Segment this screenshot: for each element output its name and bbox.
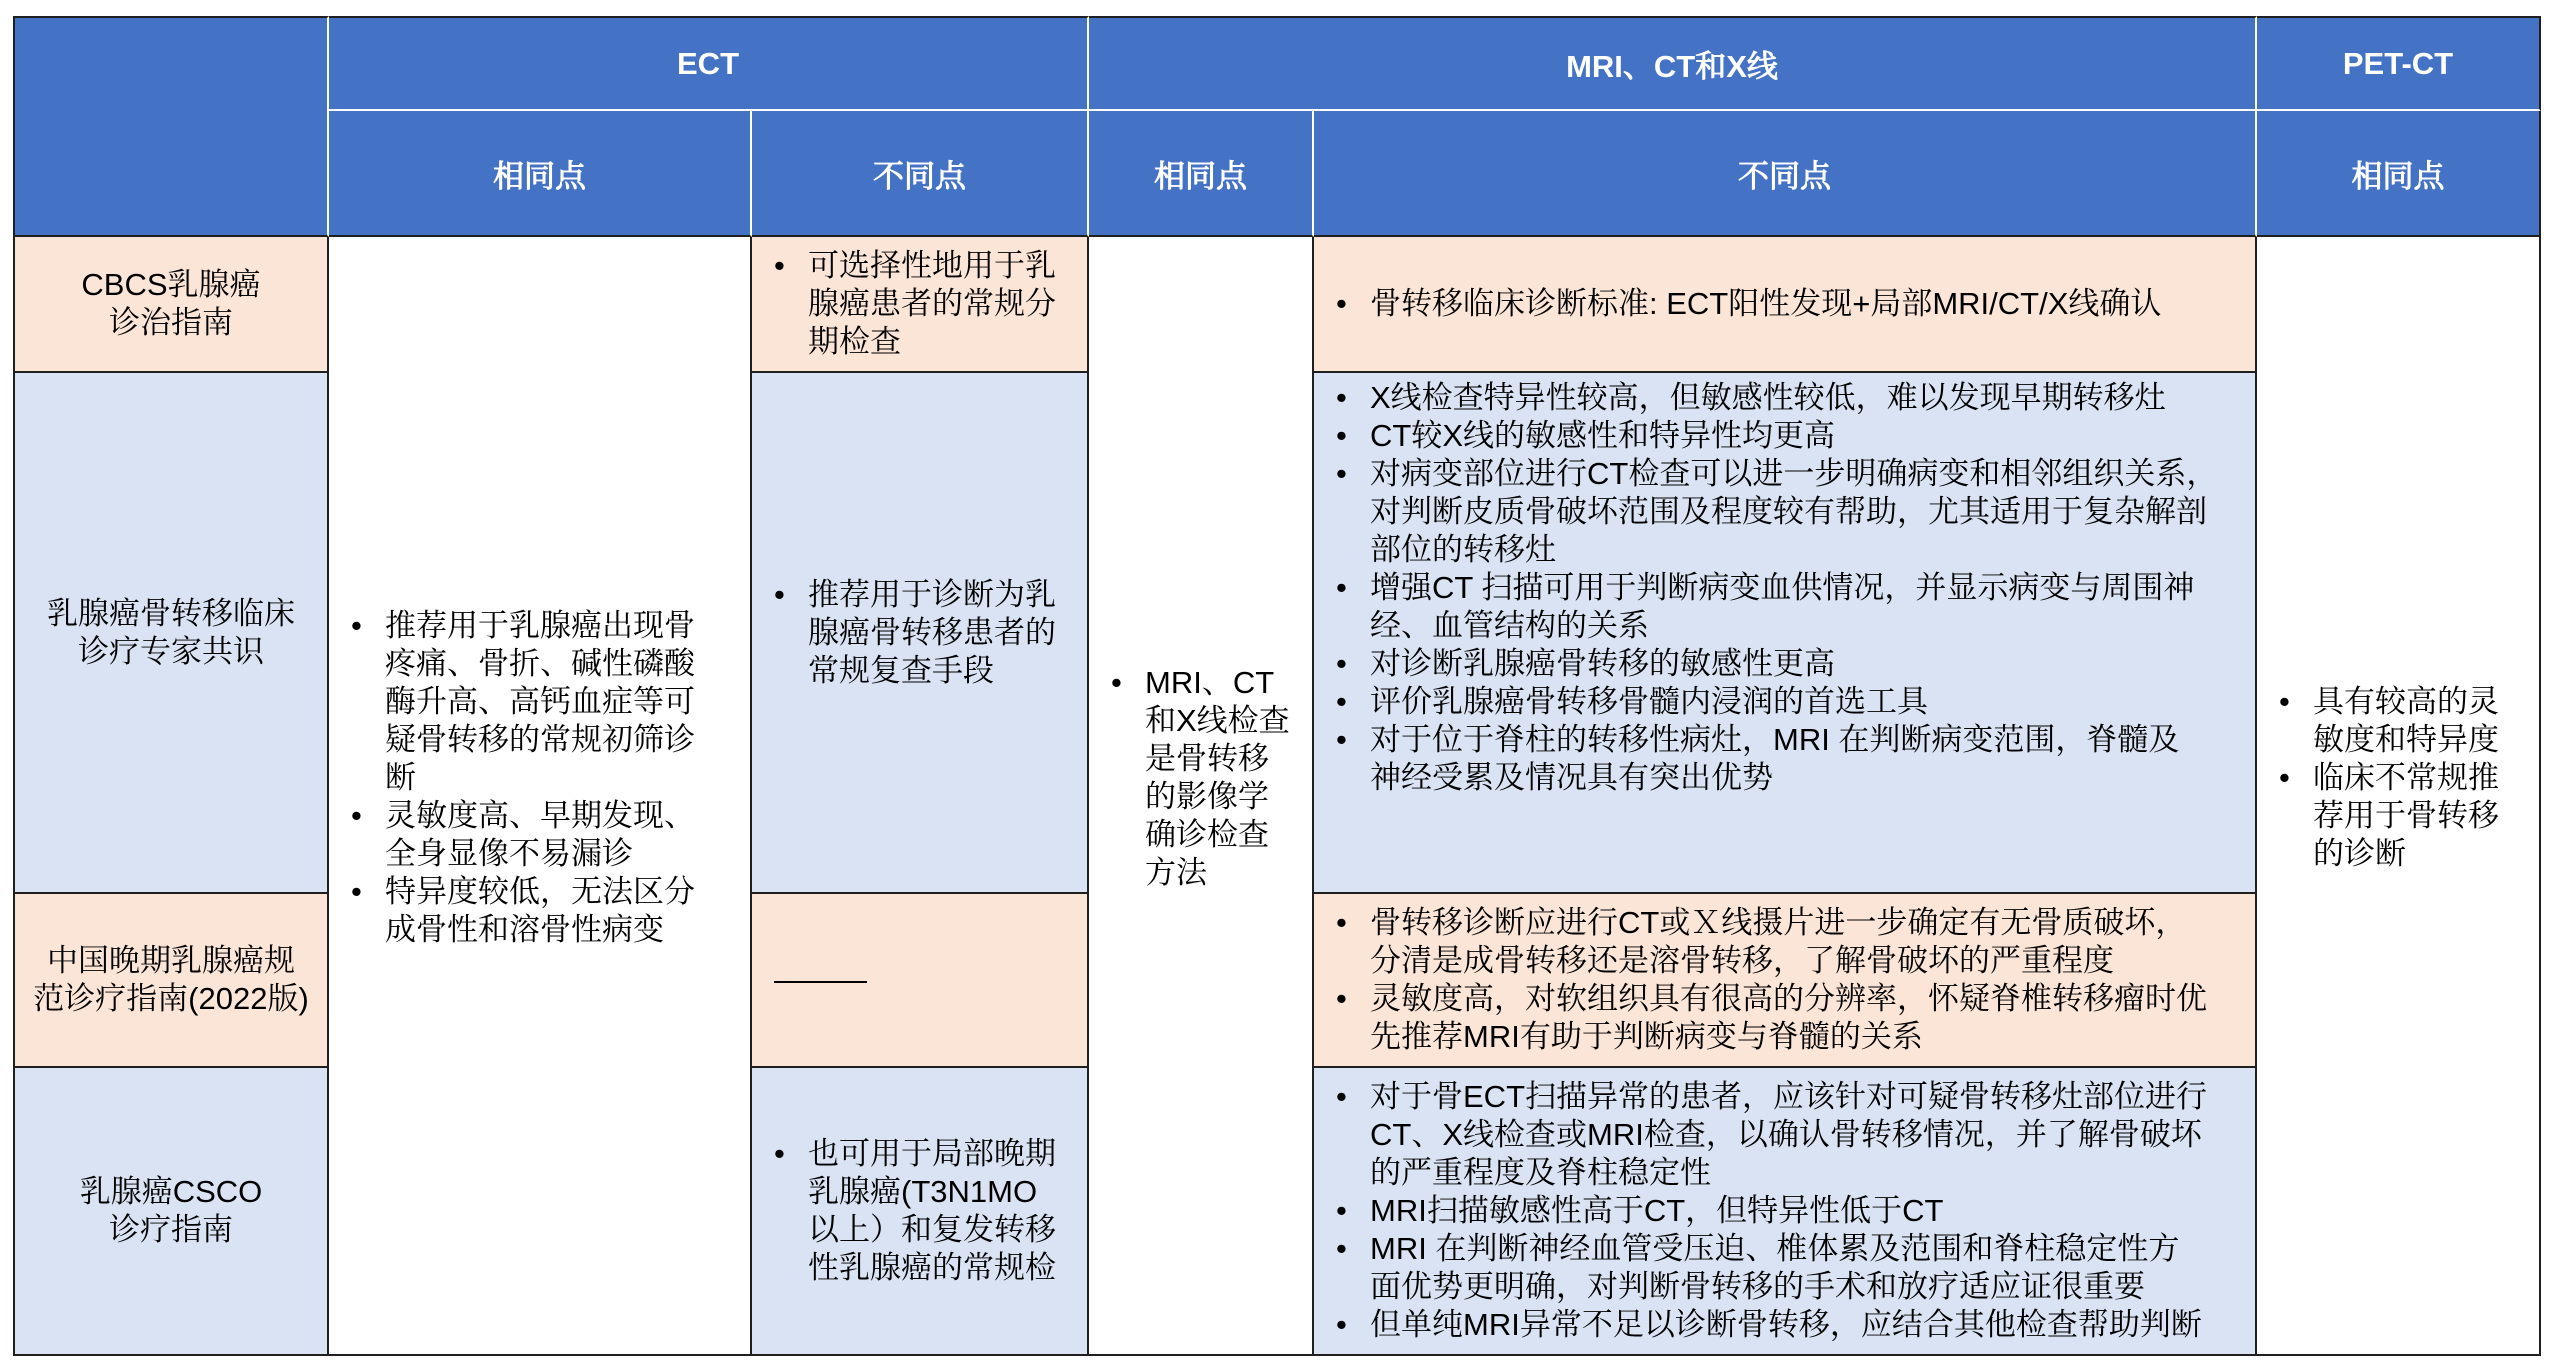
list-item: • 骨转移诊断应进行CT或Ｘ线摄片进一步确定有无骨质破坏， 分清是成骨转移还是溶骨转移，了解骨破坏的严重程度: [1336, 904, 2245, 980]
list-item: • MRI扫描敏感性高于CT，但特异性低于CT: [1336, 1192, 2245, 1230]
row-header-label: 乳腺癌CSCO 诊疗指南: [79, 1174, 263, 1247]
corner-header-cell: [13, 16, 329, 237]
list-item: • 对病变部位进行CT检查可以进一步明确病变和相邻组织关系， 对判断皮质骨破坏范围及程度较有帮助，尤其适用于复杂解剖 部位的转移灶: [1336, 455, 2245, 569]
subheader-ect-diff-label: 不同点: [873, 158, 966, 194]
subheader-mri-diff-label: 不同点: [1738, 158, 1831, 194]
list-item: • 可选择性地用于乳 腺癌患者的常规分 期检查: [774, 247, 1077, 361]
row-header-label: 中国晚期乳腺癌规 范诊疗指南(2022版): [33, 943, 309, 1016]
subheader-mri-same: [1089, 111, 1314, 237]
subheader-ect-same-label: 相同点: [493, 158, 586, 194]
ect-diff-cell-cbcs: [752, 237, 1089, 373]
list-item: • 临床不常规推 荐用于骨转移 的诊断: [2279, 759, 2529, 873]
ect-diff-cell-expert-consensus: [752, 373, 1089, 894]
list-item: • 也可用于局部晚期 乳腺癌(T3N1MO 以上）和复发转移 性乳腺癌的常规检: [774, 1135, 1077, 1287]
mri-diff-cell-csco: [1314, 1068, 2257, 1356]
list-item: • 对于骨ECT扫描异常的患者，应该针对可疑骨转移灶部位进行 CT、X线检查或MRI检查，以确认骨转移情况，并了解骨破坏 的严重程度及脊柱稳定性: [1336, 1078, 2245, 1192]
mri-same-list: [1111, 664, 1302, 892]
ect-diff-list: [774, 1135, 1077, 1287]
header-petct: [2257, 16, 2541, 111]
row-header-expert-consensus: [13, 373, 329, 894]
subheader-ect-diff: [752, 111, 1089, 237]
header-ect: [329, 16, 1089, 111]
ect-same-cell: [329, 237, 752, 1356]
list-item: • 增强CT 扫描可用于判断病变血供情况，并显示病变与周围神 经、血管结构的关系: [1336, 569, 2245, 645]
row-header-cbcs: [13, 237, 329, 373]
list-item: • 对于位于脊柱的转移性病灶，MRI 在判断病变范围，脊髓及 神经受累及情况具有突出优势: [1336, 721, 2245, 797]
header-mri-ct-xray: [1089, 16, 2257, 111]
petct-same-cell: [2257, 237, 2541, 1356]
ect-diff-list: [774, 576, 1077, 690]
subheader-petct-same-label: 相同点: [2351, 158, 2445, 194]
row-header-csco: [13, 1068, 329, 1356]
list-item: • 评价乳腺癌骨转移骨髓内浸润的首选工具: [1336, 683, 2245, 721]
list-item: • 但单纯MRI异常不足以诊断骨转移，应结合其他检查帮助判断: [1336, 1306, 2245, 1344]
row-header-label: CBCS乳腺癌 诊治指南: [81, 267, 261, 340]
list-item: • CT较X线的敏感性和特异性均更高: [1336, 417, 2245, 455]
mri-diff-list: [1336, 1078, 2245, 1344]
ect-diff-list: [774, 247, 1077, 361]
list-item: • X线检查特异性较高，但敏感性较低，难以发现早期转移灶: [1336, 379, 2245, 417]
mri-diff-cell-expert-consensus: [1314, 373, 2257, 894]
mri-diff-cell-china-advanced-guideline: [1314, 894, 2257, 1068]
list-item: • 推荐用于乳腺癌出现骨 疼痛、骨折、碱性磷酸 酶升高、高钙血症等可 疑骨转移的常规初筛诊 断: [351, 607, 740, 797]
mri-diff-list: [1336, 285, 2245, 323]
mri-diff-cell-cbcs: [1314, 237, 2257, 373]
list-item: • 对诊断乳腺癌骨转移的敏感性更高: [1336, 645, 2245, 683]
header-ect-label: ECT: [677, 45, 739, 81]
subheader-petct-same: [2257, 111, 2541, 237]
mri-same-cell: [1089, 237, 1314, 1356]
list-item: • 特异度较低，无法区分 成骨性和溶骨性病变: [351, 873, 740, 949]
list-item: • 骨转移临床诊断标准: ECT阳性发现+局部MRI/CT/X线确认: [1336, 285, 2245, 323]
list-item: • 灵敏度高，对软组织具有很高的分辨率，怀疑脊椎转移瘤时优 先推荐MRI有助于判断病变与脊髓的关系: [1336, 980, 2245, 1056]
subheader-mri-same-label: 相同点: [1154, 158, 1247, 194]
ect-same-list: [351, 607, 740, 949]
empty-dash-mark: ———: [774, 962, 867, 997]
list-item: • 灵敏度高、早期发现、 全身显像不易漏诊: [351, 797, 740, 873]
list-item: • 具有较高的灵 敏度和特异度: [2279, 683, 2529, 759]
mri-diff-list: [1336, 904, 2245, 1056]
list-item: • 推荐用于诊断为乳 腺癌骨转移患者的 常规复查手段: [774, 576, 1077, 690]
list-item: • MRI、CT 和X线检查 是骨转移 的影像学 确诊检查 方法: [1111, 664, 1302, 892]
header-mri-ct-xray-label: MRI、CT和X线: [1566, 49, 1778, 84]
subheader-ect-same: [329, 111, 752, 237]
row-header-china-advanced-guideline: [13, 894, 329, 1068]
mri-diff-list: [1336, 379, 2245, 797]
row-header-label: 乳腺癌骨转移临床 诊疗专家共识: [47, 595, 295, 669]
header-petct-label: PET-CT: [2342, 45, 2454, 81]
ect-diff-cell-csco: [752, 1068, 1089, 1356]
list-item: • MRI 在判断神经血管受压迫、椎体累及范围和脊柱稳定性方 面优势更明确，对判断骨转移的手术和放疗适应证很重要: [1336, 1230, 2245, 1306]
subheader-mri-diff: [1314, 111, 2257, 237]
petct-same-list: [2279, 683, 2529, 873]
ect-diff-cell-china-advanced-guideline: [752, 894, 1089, 1068]
